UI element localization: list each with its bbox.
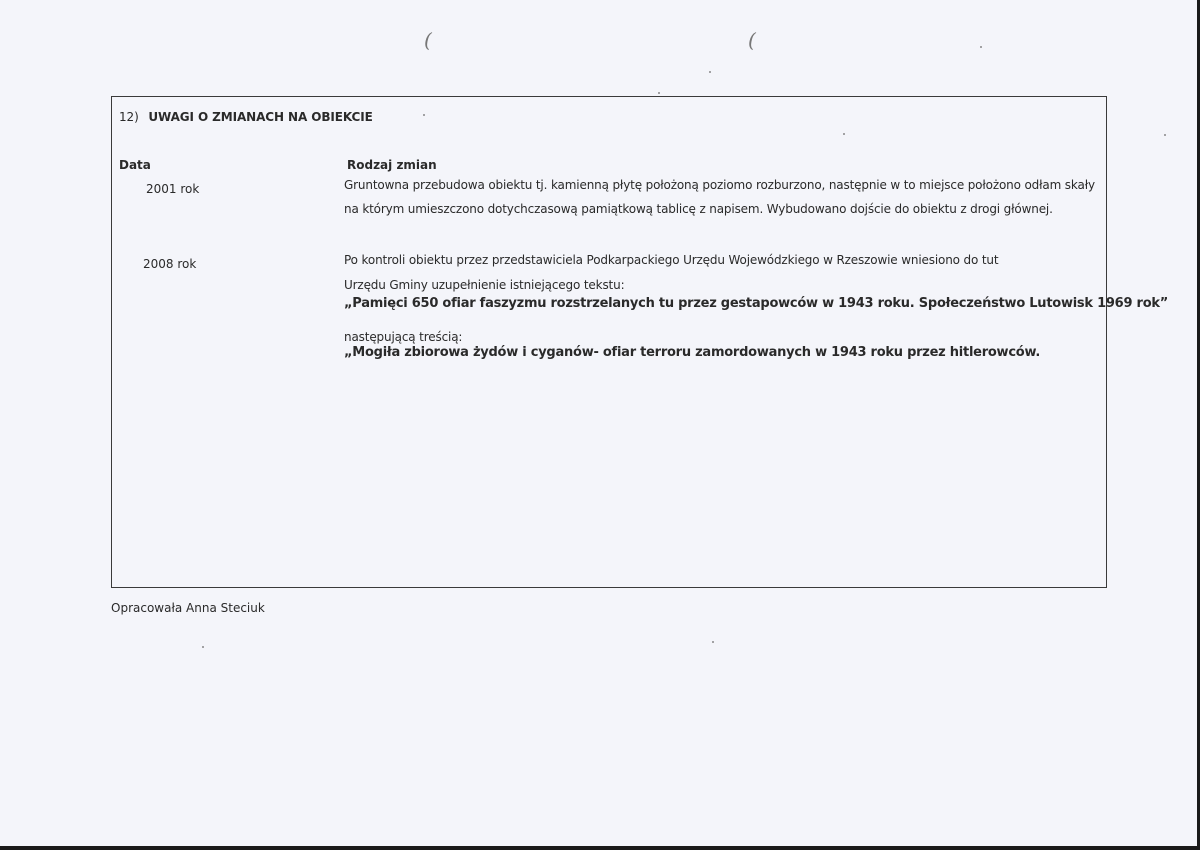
remarks-frame — [111, 96, 1107, 588]
section-title: UWAGI O ZMIANACH NA OBIEKCIE — [148, 110, 373, 124]
entry-2001-line-2: na którym umieszczono dotychczasową pamiątkową tablicę z napisem. Wybudowano dojście do obiektu z drogi głównej. — [344, 202, 1053, 216]
date-column-header: Data — [119, 158, 151, 172]
section-number: 12) — [119, 110, 139, 124]
change-column-header: Rodzaj zmian — [347, 158, 437, 172]
entry-2008-line-4: następującą treścią: — [344, 330, 463, 344]
entry-date-2001: 2001 rok — [146, 182, 200, 196]
scan-speck — [712, 641, 714, 643]
scan-edge-bottom — [0, 846, 1200, 850]
section-heading — [119, 110, 373, 124]
prepared-by: Opracowała Anna Steciuk — [111, 601, 265, 615]
entry-date-2008: 2008 rok — [143, 257, 197, 271]
scan-speck — [202, 646, 204, 648]
scan-mark-right: ( — [748, 28, 756, 52]
scan-speck — [709, 71, 711, 73]
scan-speck — [658, 92, 660, 94]
scan-speck — [980, 46, 982, 48]
entry-2008-line-1: Po kontroli obiektu przez przedstawiciela Podkarpackiego Urzędu Wojewódzkiego w Rzeszowie wniesiono do tut — [344, 253, 999, 267]
entry-2008-line-2: Urzędu Gminy uzupełnienie istniejącego tekstu: — [344, 278, 625, 292]
scan-speck — [1164, 134, 1166, 136]
entry-2001-line-1: Gruntowna przebudowa obiektu tj. kamienną płytę położoną poziomo rozburzono, następnie w to miejsce położono odłam skały — [344, 178, 1095, 192]
new-inscription: „Mogiła zbiorowa żydów i cyganów- ofiar terroru zamordowanych w 1943 roku przez hitlerowców. — [344, 345, 1041, 360]
existing-inscription: „Pamięci 650 ofiar faszyzmu rozstrzelanych tu przez gestapowców w 1943 roku. Społeczeństwo Lutowisk 1969 rok” — [344, 296, 1169, 311]
scan-mark-left: ( — [424, 28, 432, 52]
